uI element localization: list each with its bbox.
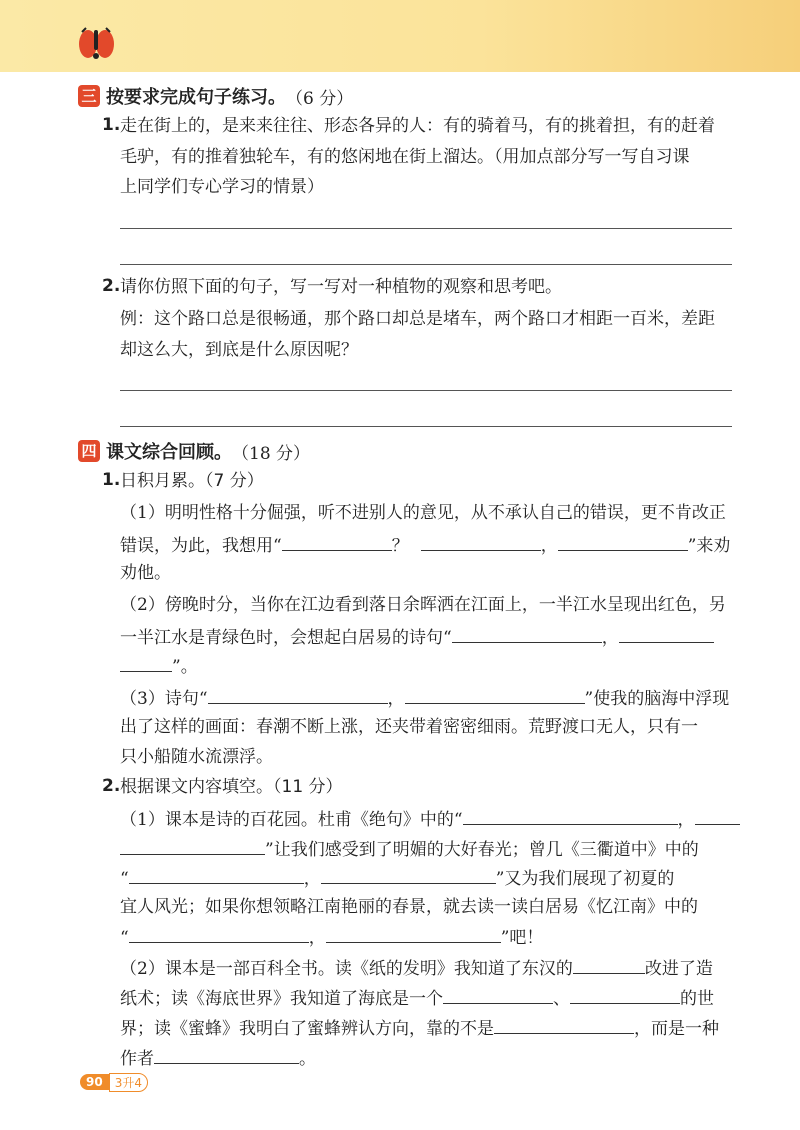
- fill-blank[interactable]: [570, 987, 680, 1004]
- question-text: 一半江水是青绿色时，会想起白居易的诗句“ ，: [120, 626, 760, 648]
- fill-blank[interactable]: [321, 867, 496, 884]
- section-number-badge: 三: [78, 85, 100, 107]
- question-text: ”让我们感受到了明媚的大好春光；曾几《三衢道中》中的: [120, 838, 760, 860]
- section-number-badge: 四: [78, 440, 100, 462]
- fill-blank[interactable]: [405, 687, 585, 704]
- question-text: （2）傍晚时分，当你在江边看到落日余晖洒在江面上，一半江水呈现出红色，另: [120, 595, 726, 615]
- section-3-heading: [78, 83, 353, 109]
- page-number: 90: [80, 1074, 109, 1090]
- header-band: [0, 0, 800, 72]
- question-text: 宜人风光；如果你想领略江南艳丽的春景，就去读一读白居易《忆江南》中的: [120, 897, 698, 917]
- question-number: 1.: [102, 470, 121, 490]
- example-text: 例：这个路口总是很畅通，那个路口却总是堵车，两个路口才相距一百米，差距: [120, 309, 715, 329]
- fill-blank[interactable]: [494, 1017, 634, 1034]
- question-text: 上同学们专心学习的情景）: [120, 177, 324, 197]
- fill-blank[interactable]: [326, 926, 501, 943]
- question-text: 纸术；读《海底世界》我知道了海底是一个 、 的世: [120, 989, 714, 1009]
- question-number: 1.: [102, 115, 121, 135]
- fill-blank[interactable]: [421, 534, 541, 551]
- fill-blank[interactable]: [573, 957, 645, 974]
- question-text: 作者 。: [120, 1049, 316, 1069]
- question-text: 只小船随水流漂浮。: [120, 747, 273, 767]
- page-footer: [80, 1072, 148, 1092]
- answer-line[interactable]: [120, 228, 732, 229]
- question-text: （1）明明性格十分倔强，听不进别人的意见，从不承认自己的错误，更不肯改正: [120, 503, 726, 523]
- answer-line[interactable]: [120, 264, 732, 265]
- fill-blank[interactable]: [452, 626, 602, 643]
- fill-blank[interactable]: [154, 1047, 299, 1064]
- fill-blank[interactable]: [282, 534, 392, 551]
- answer-line[interactable]: [120, 426, 732, 427]
- fill-blank[interactable]: [619, 626, 714, 643]
- fill-blank[interactable]: [120, 838, 265, 855]
- question-text: （3）诗句“ ， ”使我的脑海中浮现: [120, 689, 730, 709]
- fill-blank[interactable]: [129, 926, 309, 943]
- question-title: 根据课文内容填空。（11 分）: [120, 777, 343, 797]
- fill-blank[interactable]: [208, 687, 388, 704]
- question-text: 界；读《蜜蜂》我明白了蜜蜂辨认方向，靠的不是 ，而是一种: [120, 1019, 719, 1039]
- fill-blank[interactable]: [120, 655, 172, 672]
- question-text: ”。: [120, 655, 760, 677]
- question-number: 2.: [102, 276, 121, 296]
- question-text: 走在街上的，是来来往往、形态各异的人：有的骑着马，有的挑着担，有的赶着: [120, 116, 715, 136]
- question-title: 日积月累。（7 分）: [120, 471, 264, 491]
- fill-blank[interactable]: [463, 808, 678, 825]
- question-text: （2）课本是一部百科全书。读《纸的发明》我知道了东汉的 改进了造: [120, 959, 713, 979]
- question-text: 劝他。: [120, 563, 171, 583]
- section-4-heading: [78, 438, 310, 464]
- fill-blank[interactable]: [558, 534, 688, 551]
- example-text: 却这么大，到底是什么原因呢？: [120, 340, 358, 360]
- question-text: 出了这样的画面：春潮不断上涨，还夹带着密密细雨。荒野渡口无人，只有一: [120, 717, 698, 737]
- question-text: 错误，为此，我想用“ ？ ， ”来劝: [120, 536, 731, 556]
- section-title: 按要求完成句子练习。: [106, 87, 286, 108]
- question-number: 2.: [102, 776, 121, 796]
- section-title: 课文综合回顾。: [106, 442, 232, 463]
- fill-blank[interactable]: [129, 867, 304, 884]
- section-score: （6 分）: [286, 88, 354, 109]
- lightbulb-icon: [74, 24, 118, 64]
- question-text: “ ， ”吧！: [120, 928, 544, 948]
- fill-blank[interactable]: [695, 808, 740, 825]
- answer-line[interactable]: [120, 390, 732, 391]
- grade-tag: 3升4: [109, 1073, 148, 1092]
- question-text: 请你仿照下面的句子，写一写对一种植物的观察和思考吧。: [120, 277, 562, 297]
- question-text: “ ， ”又为我们展现了初夏的: [120, 869, 675, 889]
- section-score: （18 分）: [232, 443, 311, 464]
- fill-blank[interactable]: [443, 987, 553, 1004]
- question-text: 毛驴，有的推着独轮车，有的悠闲地在街上溜达。（用加点部分写一写自习课: [120, 147, 690, 167]
- question-text: （1）课本是诗的百花园。杜甫《绝句》中的“ ，: [120, 808, 760, 830]
